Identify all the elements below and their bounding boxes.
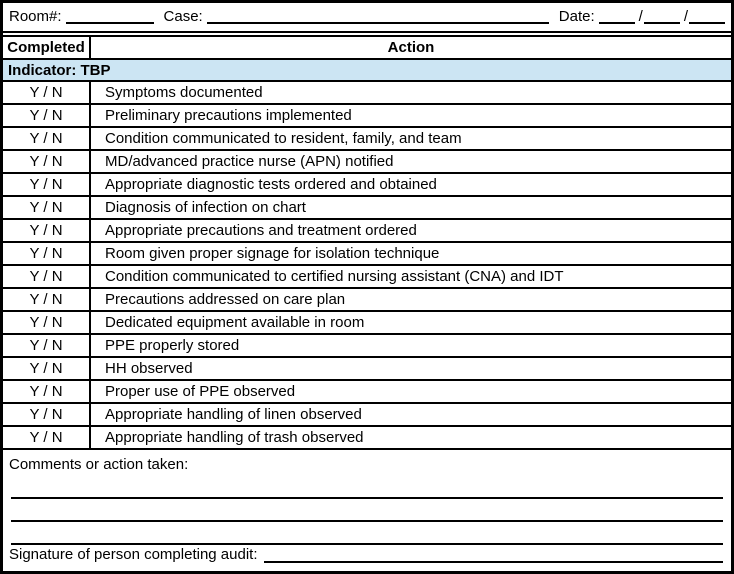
table-row xyxy=(3,404,731,427)
table-row xyxy=(3,427,731,450)
signature-row xyxy=(9,545,725,571)
signature-label: Signature of person completing audit: xyxy=(9,546,258,563)
date-separator: / xyxy=(683,7,688,25)
yes-no-choice[interactable]: Y / N xyxy=(3,427,91,448)
action-cell: Appropriate precautions and treatment ordered xyxy=(105,222,417,239)
date-month-field[interactable] xyxy=(599,9,635,24)
action-cell: Dedicated equipment available in room xyxy=(105,314,365,331)
action-cell: Appropriate handling of linen observed xyxy=(105,406,362,423)
yes-no-choice[interactable]: Y / N xyxy=(3,358,91,379)
yes-no-choice[interactable]: Y / N xyxy=(3,266,91,287)
yes-no-choice[interactable]: Y / N xyxy=(3,105,91,126)
table-row xyxy=(3,151,731,174)
yes-no-choice[interactable]: Y / N xyxy=(3,335,91,356)
date-day-field[interactable] xyxy=(644,9,680,24)
action-cell: Condition communicated to certified nursing assistant (CNA) and IDT xyxy=(105,268,564,285)
yes-no-choice[interactable]: Y / N xyxy=(3,289,91,310)
yes-no-choice[interactable]: Y / N xyxy=(3,312,91,333)
indicator-row xyxy=(3,60,731,82)
table-row xyxy=(3,82,731,105)
table-row xyxy=(3,381,731,404)
comments-field-line[interactable] xyxy=(11,476,723,499)
table-header-row xyxy=(3,35,731,60)
yes-no-choice[interactable]: Y / N xyxy=(3,82,91,103)
table-row xyxy=(3,243,731,266)
action-cell: MD/advanced practice nurse (APN) notified xyxy=(105,153,394,170)
table-row xyxy=(3,105,731,128)
table-row xyxy=(3,128,731,151)
action-cell: Precautions addressed on care plan xyxy=(105,291,346,308)
yes-no-choice[interactable]: Y / N xyxy=(3,128,91,149)
action-column-header: Action xyxy=(387,39,435,56)
yes-no-choice[interactable]: Y / N xyxy=(3,243,91,264)
table-row xyxy=(3,289,731,312)
action-cell: Room given proper signage for isolation technique xyxy=(105,245,440,262)
action-cell: Proper use of PPE observed xyxy=(105,383,296,400)
action-cell: Preliminary precautions implemented xyxy=(105,107,352,124)
form-footer xyxy=(3,450,731,571)
comments-field-line[interactable] xyxy=(11,522,723,545)
table-row xyxy=(3,220,731,243)
table-row xyxy=(3,335,731,358)
completed-column-header: Completed xyxy=(3,37,91,58)
table-row xyxy=(3,266,731,289)
table-rows xyxy=(3,82,731,450)
yes-no-choice[interactable]: Y / N xyxy=(3,381,91,402)
action-cell: Appropriate diagnostic tests ordered and obtained xyxy=(105,176,437,193)
date-year-field[interactable] xyxy=(689,9,725,24)
yes-no-choice[interactable]: Y / N xyxy=(3,197,91,218)
action-cell: PPE properly stored xyxy=(105,337,240,354)
yes-no-choice[interactable]: Y / N xyxy=(3,404,91,425)
action-cell: Diagnosis of infection on chart xyxy=(105,199,306,216)
action-cell: Appropriate handling of trash observed xyxy=(105,429,364,446)
yes-no-choice[interactable]: Y / N xyxy=(3,151,91,172)
indicator-label: Indicator: TBP xyxy=(8,61,111,79)
room-number-field[interactable] xyxy=(66,9,154,24)
yes-no-choice[interactable]: Y / N xyxy=(3,220,91,241)
case-field[interactable] xyxy=(207,9,549,24)
action-cell: Symptoms documented xyxy=(105,84,263,101)
table-row xyxy=(3,312,731,335)
date-separator: / xyxy=(638,7,643,25)
comments-field-line[interactable] xyxy=(11,499,723,522)
action-cell: HH observed xyxy=(105,360,193,377)
table-row xyxy=(3,174,731,197)
action-cell: Condition communicated to resident, family, and team xyxy=(105,130,462,147)
table-row xyxy=(3,358,731,381)
yes-no-choice[interactable]: Y / N xyxy=(3,174,91,195)
signature-field[interactable] xyxy=(264,547,724,563)
table-row xyxy=(3,197,731,220)
room-number-label: Room#: xyxy=(9,7,62,25)
form-header xyxy=(3,3,731,33)
date-label: Date: xyxy=(558,7,595,25)
case-label: Case: xyxy=(163,7,203,25)
comments-label: Comments or action taken: xyxy=(9,455,189,473)
